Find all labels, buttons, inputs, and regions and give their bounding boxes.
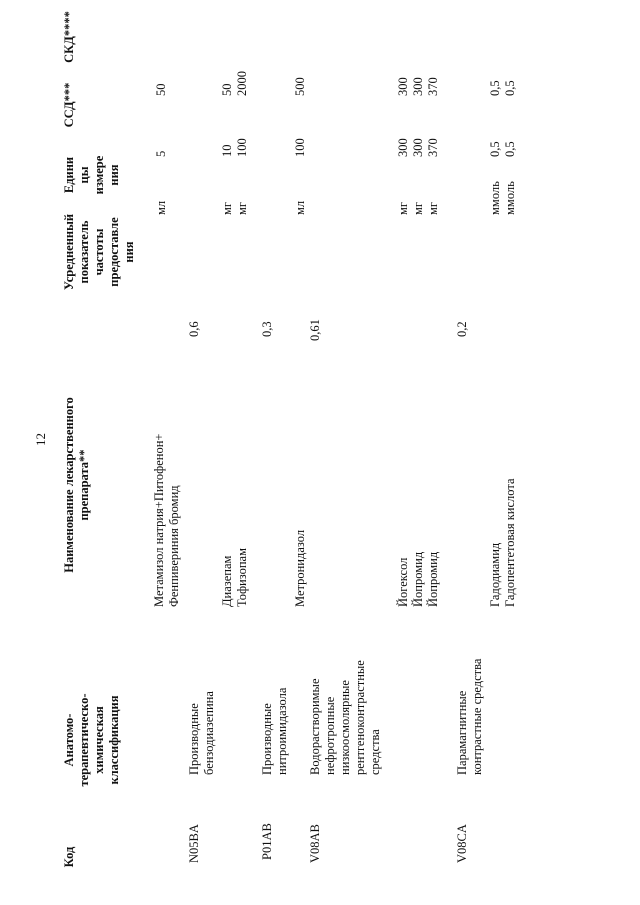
drug-name: Диазепам Тофизопам	[220, 548, 249, 607]
header-frequency: Усредненный показатель частоты предоставле ния	[62, 213, 136, 291]
frequency-value: 0,2	[455, 321, 469, 337]
atc-code: V08AB	[308, 824, 322, 863]
frequency-value: 0,6	[187, 321, 201, 337]
atc-code: P01AB	[260, 823, 274, 860]
ssd-value: 0,5 0,5	[488, 141, 517, 157]
ssd-value: 5	[154, 150, 168, 157]
ssd-value: 100	[293, 138, 307, 157]
header-ssd: ССД***	[62, 82, 76, 128]
skd-value: 300 300 370	[396, 77, 440, 96]
drug-name: Метамизол натрия+Питофенон+ Фенпивериния бромид	[152, 433, 181, 607]
drug-name: Гадодиамид Гадопентетовая кислота	[488, 478, 517, 607]
frequency-value: 0,3	[260, 321, 274, 337]
header-code: Код	[62, 846, 76, 868]
drug-name: Метронидазол	[293, 529, 307, 607]
ssd-value: 300 300 370	[396, 138, 440, 157]
skd-value: 0,5 0,5	[488, 80, 517, 96]
header-units: Едини цы измере ния	[62, 155, 121, 195]
unit-value: мг мг мг	[396, 201, 440, 215]
atc-code: V08CA	[455, 824, 469, 863]
skd-value: 50	[154, 83, 168, 96]
atc-class: Водорастворимые нефротропные низкоосмолярные рентгеноконтрастные средства	[308, 660, 382, 775]
header-skd: СКД****	[62, 11, 76, 63]
drug-name: Йогексол Йопромид Йопромид	[396, 551, 440, 607]
header-drug: Наименование лекарственного препарата**	[62, 397, 91, 573]
unit-value: мг мг	[220, 201, 249, 215]
atc-class: Парамагнитные контрастные средства	[455, 658, 484, 775]
atc-class: Производные нитроимидазола	[260, 687, 289, 775]
unit-value: мл	[293, 200, 307, 215]
skd-value: 500	[293, 77, 307, 96]
frequency-value: 0,61	[308, 319, 322, 341]
atc-class: Производные бензодиазепина	[187, 691, 216, 775]
unit-value: ммоль ммоль	[488, 181, 517, 215]
page-number: 12	[33, 433, 48, 446]
skd-value: 50 2000	[220, 71, 249, 96]
header-atc: Анатомо- терапевтическо- химическая классификация	[62, 693, 121, 787]
ssd-value: 10 100	[220, 138, 249, 157]
unit-value: мл	[154, 200, 168, 215]
atc-code: N05BA	[187, 824, 201, 863]
